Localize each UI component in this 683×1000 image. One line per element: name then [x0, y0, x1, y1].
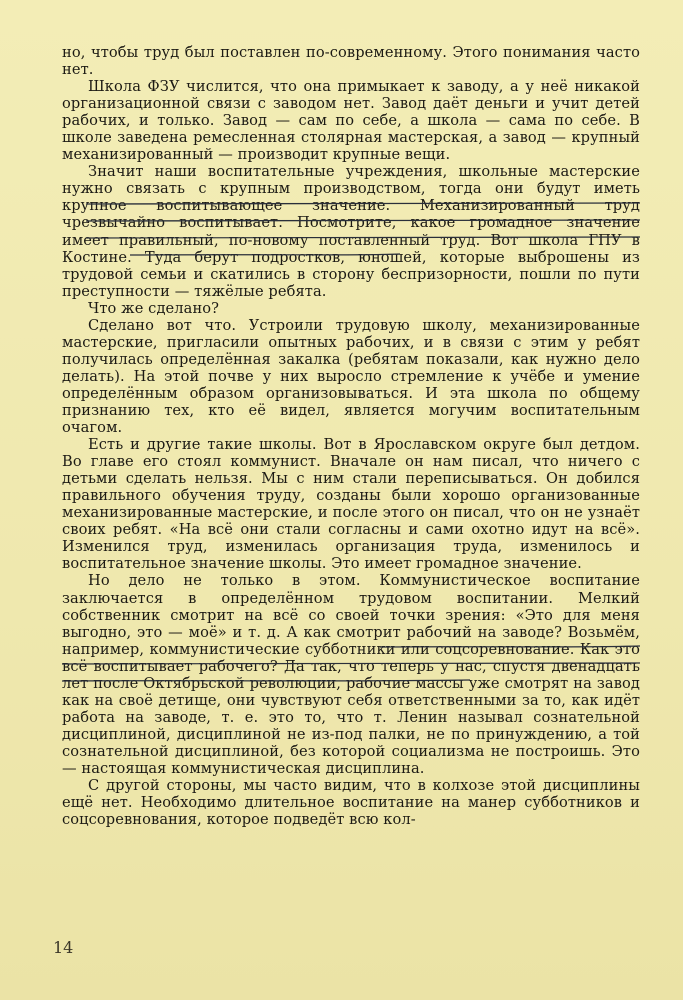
paragraph: Значит наши воспитательные учреждения, школьные мастерские нужно связать с крупным производством, тогда они будут иметь крупное воспитывающее значение. Механизированный труд чрезвычайно воспитывает. Посмотрите, какое громадное значение имеет правильный, по-новому поставленный труд. Вот школа ГПУ в Костине. Туда берут подростков, юношей, которые выброшены из трудовой семьи и скатились в сторону беспризорности, пошли по пути преступности — тяжёлые ребята.	[62, 163, 640, 300]
paragraph: Школа ФЗУ числится, что она примыкает к заводу, а у неё никакой организационной связи с заводом нет. Завод даёт деньги и учит детей рабочих, и только. Завод — сам по себе, а школа — сама по себе. В школе заведена ремесленная столярная мастерская, а завод — крупный механизированный — производит крупные вещи.	[62, 78, 640, 164]
page-number: 14	[53, 938, 74, 957]
paragraph: Но дело не только в этом. Коммунистическое воспитание заключается в определённом трудовом воспитании. Мелкий собственник смотрит на всё со своей точки зрения: «Это для меня выгодно, это — моё» и т. д. А как смотрит рабочий на заводе? Возьмём, например, коммунистические субботники или соцсоревнование. Как это всё воспитывает рабочего? Да так, что теперь у нас, спустя двенадцать лет после Октябрьской революции, рабочие массы уже смотрят на завод как на своё детище, они чувствуют себя ответственными за то, как идёт работа на заводе, т. е. это то, что т. Ленин называл сознательной дисциплиной, дисциплиной не из-под палки, не по принуждению, а той сознательной дисциплиной, без которой социализма не построишь. Это — настоящая коммунистическая дисциплина.	[62, 572, 640, 777]
body-text	[62, 44, 640, 828]
paragraph: Что же сделано?	[88, 299, 220, 317]
paragraph: Есть и другие такие школы. Вот в Ярославском округе был детдом. Во главе его стоял коммунист. Вначале он нам писал, что ничего с детьми сделать нельзя. Мы с ним стали переписываться. Он добился правильного обучения труду, созданы были хорошо организованные механизированные мастерские, и после этого он писал, что он не узнаёт своих ребят. «На всё они стали согласны и сами охотно идут на всё». Изменился труд, изменилась организация труда, изменилось и воспитательное значение школы. Это имеет громадное значение.	[62, 436, 640, 573]
paragraph: Сделано вот что. Устроили трудовую школу, механизированные мастерские, пригласили опытных рабочих, и в связи с этим у ребят получилась определённая закалка (ребятам показали, как нужно дело делать). На этой почве у них выросло стремление к учёбе и умение определённым образом организовываться. И эта школа по общему признанию тех, кто её видел, является могучим воспитательным очагом.	[62, 316, 640, 437]
paragraph: С другой стороны, мы часто видим, что в колхозе этой дисциплины ещё нет. Необходимо длительное воспитание на манер субботников и соцсоревнования, которое подведёт всю кол-	[62, 777, 640, 829]
paragraph: но, чтобы труд был поставлен по-современному. Этого понимания часто нет.	[62, 44, 640, 79]
